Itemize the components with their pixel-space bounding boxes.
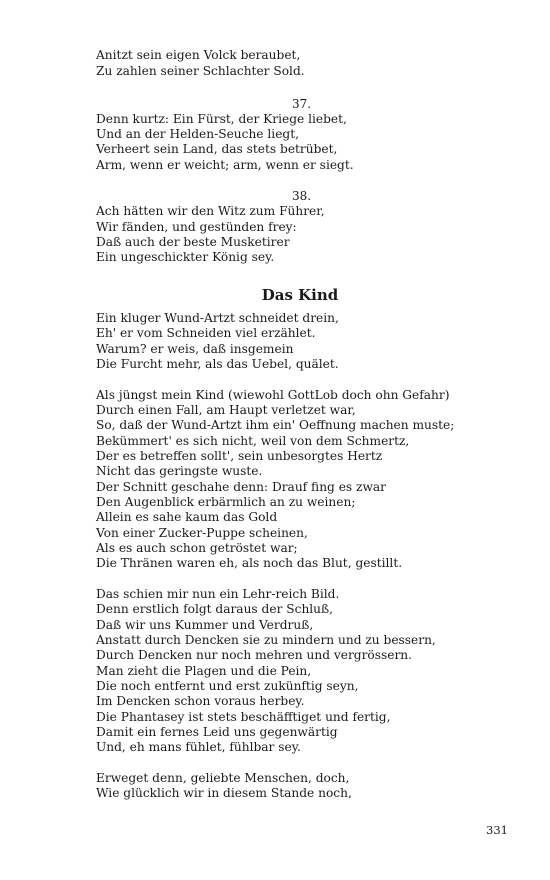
verse-line: Die Thränen waren eh, als noch das Blut, gestillt. [96, 556, 403, 570]
verse-line: Zu zahlen seiner Schlachter Sold. [96, 64, 305, 78]
verse-line: Durch Dencken nur noch mehren und vergrössern. [96, 648, 413, 662]
verse-line: Damit ein fernes Leid uns gegenwärtig [96, 725, 338, 739]
verse-line: Den Augenblick erbärmlich an zu weinen; [96, 495, 356, 509]
verse-line: Man zieht die Plagen und die Pein, [96, 664, 312, 678]
verse-line: Daß auch der beste Musketirer [96, 235, 290, 249]
verse-line: Nicht das geringste wuste. [96, 464, 263, 478]
verse-line: Und an der Helden-Seuche liegt, [96, 127, 299, 141]
verse-line: Arm, wenn er weicht; arm, wenn er siegt. [96, 158, 354, 172]
verse-line: Das schien mir nun ein Lehr-reich Bild. [96, 587, 340, 601]
verse-line: Anitzt sein eigen Volck beraubet, [96, 48, 301, 62]
verse-line: Erweget denn, geliebte Menschen, doch, [96, 771, 350, 785]
verse-line: Und, eh mans fühlet, fühlbar sey. [96, 740, 301, 754]
verse-line: Warum? er weis, daß insgemein [96, 342, 294, 356]
verse-line: Allein es sahe kaum das Gold [96, 510, 278, 524]
verse-line: Verheert sein Land, das stets betrübet, [96, 142, 338, 156]
verse-line: Die Phantasey ist stets beschäfftiget und fertig, [96, 710, 391, 724]
verse-line: Von einer Zucker-Puppe scheinen, [96, 526, 308, 540]
verse-line: Der es betreffen sollt', sein unbesorgtes Hertz [96, 449, 383, 463]
verse-line: Daß wir uns Kummer und Verdruß, [96, 618, 314, 632]
verse-line: So, daß der Wund-Artzt ihm ein' Oeffnung machen muste; [96, 418, 455, 432]
verse-line: Bekümmert' es sich nicht, weil von dem Schmertz, [96, 434, 410, 448]
stanza-number: 38. [292, 189, 312, 203]
page-number: 331 [486, 823, 508, 837]
verse-line: Eh' er vom Schneiden viel erzählet. [96, 326, 316, 340]
verse-line: Als es auch schon getröstet war; [96, 541, 298, 555]
verse-line: Denn erstlich folgt daraus der Schluß, [96, 602, 334, 616]
poem-title: Das Kind [261, 286, 339, 304]
verse-line: Ein kluger Wund-Artzt schneidet drein, [96, 311, 339, 325]
verse-line: Der Schnitt geschahe denn: Drauf fing es zwar [96, 480, 387, 494]
verse-line: Die noch entfernt und erst zukünftig seyn, [96, 679, 359, 693]
verse-line: Wie glücklich wir in diesem Stande noch, [96, 786, 352, 800]
verse-line: Durch einen Fall, am Haupt verletzet war, [96, 403, 356, 417]
verse-line: Ach hätten wir den Witz zum Führer, [96, 204, 325, 218]
verse-line: Als jüngst mein Kind (wiewohl GottLob doch ohn Gefahr) [96, 388, 450, 402]
verse-line: Im Dencken schon voraus herbey. [96, 694, 305, 708]
stanza-number: 37. [292, 97, 312, 111]
verse-line: Wir fänden, und gestünden frey: [96, 220, 297, 234]
verse-line: Die Furcht mehr, als das Uebel, quälet. [96, 357, 339, 371]
verse-line: Ein ungeschickter König sey. [96, 250, 275, 264]
verse-line: Anstatt durch Dencken sie zu mindern und zu bessern, [96, 633, 436, 647]
verse-line: Denn kurtz: Ein Fürst, der Kriege liebet, [96, 112, 347, 126]
